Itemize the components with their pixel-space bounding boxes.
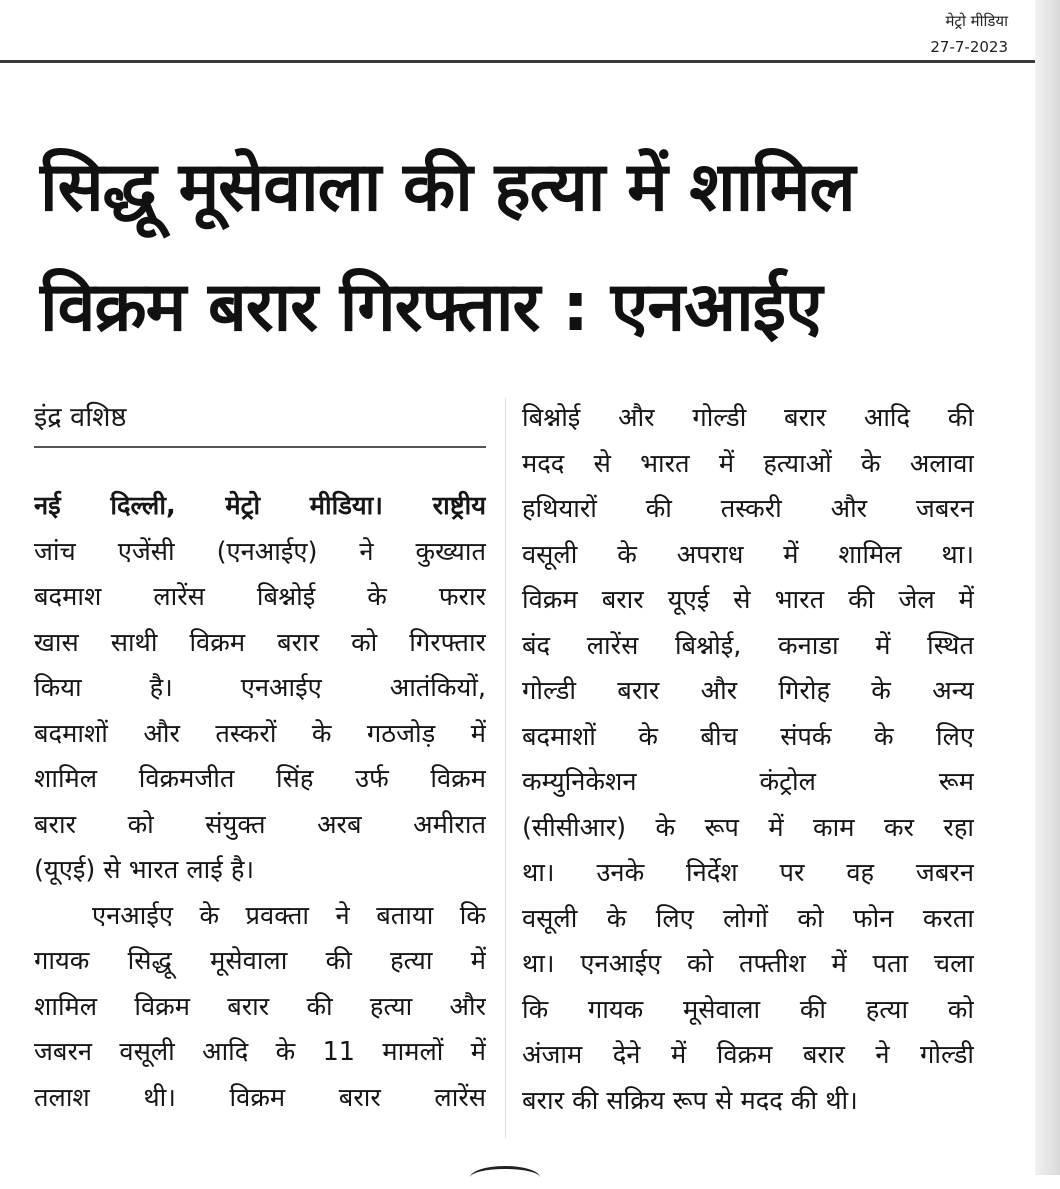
column-line: विक्रम बरार यूएई से भारत की जेल में (522, 585, 974, 615)
byline-divider (34, 446, 486, 448)
byline-author: इंद्र वशिष्ठ (34, 402, 127, 433)
masthead (930, 8, 1008, 60)
column-line: जबरन वसूली आदि के 11 मामलों में (34, 1037, 486, 1067)
column-line: बदमाशों और तस्करों के गठजोड़ में (34, 718, 486, 749)
column-line: खास साथी विक्रम बरार को गिरफ्तार (34, 627, 486, 658)
column-line: बिश्नोई और गोल्डी बरार आदि की (522, 403, 974, 433)
column-line: शामिल विक्रम बरार की हत्या और (34, 991, 486, 1022)
headline-line-1: सिद्धू मूसेवाला की हत्या में शामिल (40, 148, 855, 227)
column-line: हथियारों की तस्करी और जबरन (522, 494, 974, 524)
column-line: वसूली के अपराध में शामिल था। (522, 539, 974, 570)
page-fold-mark (470, 1166, 540, 1189)
column-line: (सीसीआर) के रूप में काम कर रहा (522, 812, 974, 843)
column-line: किया है। एनआईए आतंकियों, (34, 673, 486, 703)
column-line: मदद से भारत में हत्याओं के अलावा (522, 448, 974, 479)
column-line: था। उनके निर्देश पर वह जबरन (522, 858, 974, 888)
column-line: शामिल विक्रमजीत सिंह उर्फ विक्रम (34, 764, 486, 794)
column-line: कि गायक मूसेवाला की हत्या को (522, 994, 974, 1025)
column-divider (505, 398, 506, 1138)
publication-name: मेट्रो मीडिया (945, 12, 1008, 30)
column-line: अंजाम देने में विक्रम बरार ने गोल्डी (522, 1040, 974, 1070)
masthead-rule (0, 60, 1035, 63)
column-line: कम्युनिकेशन कंट्रोल रूम (522, 767, 974, 797)
page-edge-shadow (1035, 0, 1060, 1175)
column-line: बरार की सक्रिय रूप से मदद की थी। (522, 1085, 858, 1116)
column-line: बंद लारेंस बिश्नोई, कनाडा में स्थित (522, 630, 974, 661)
paragraph-start-line: एनआईए के प्रवक्ता ने बताया कि (92, 900, 486, 931)
column-line: बदमाश लारेंस बिश्नोई के फरार (34, 582, 486, 612)
column-line: था। एनआईए को तफ्तीश में पता चला (522, 949, 974, 979)
column-line: नई दिल्ली, मेट्रो मीडिया। राष्ट्रीय (34, 491, 486, 521)
headline-line-2: विक्रम बरार गिरफ्तार : एनआईए (40, 268, 822, 347)
column-line: बरार को संयुक्त अरब अमीरात (34, 809, 486, 840)
column-line: जांच एजेंसी (एनआईए) ने कुख्यात (34, 536, 486, 567)
article-column-left (34, 484, 486, 1121)
column-line: गायक सिद्धू मूसेवाला की हत्या में (34, 946, 486, 976)
publication-date: 27-7-2023 (930, 38, 1008, 56)
column-line: तलाश थी। विक्रम बरार लारेंस (34, 1082, 486, 1113)
article-headline (40, 128, 1000, 368)
column-line: बदमाशों के बीच संपर्क के लिए (522, 721, 974, 752)
column-line: (यूएई) से भारत लाई है। (34, 855, 255, 885)
column-line: गोल्डी बरार और गिरोह के अन्य (522, 676, 974, 706)
article-column-right (522, 396, 974, 1124)
column-line: वसूली के लिए लोगों को फोन करता (522, 903, 974, 934)
